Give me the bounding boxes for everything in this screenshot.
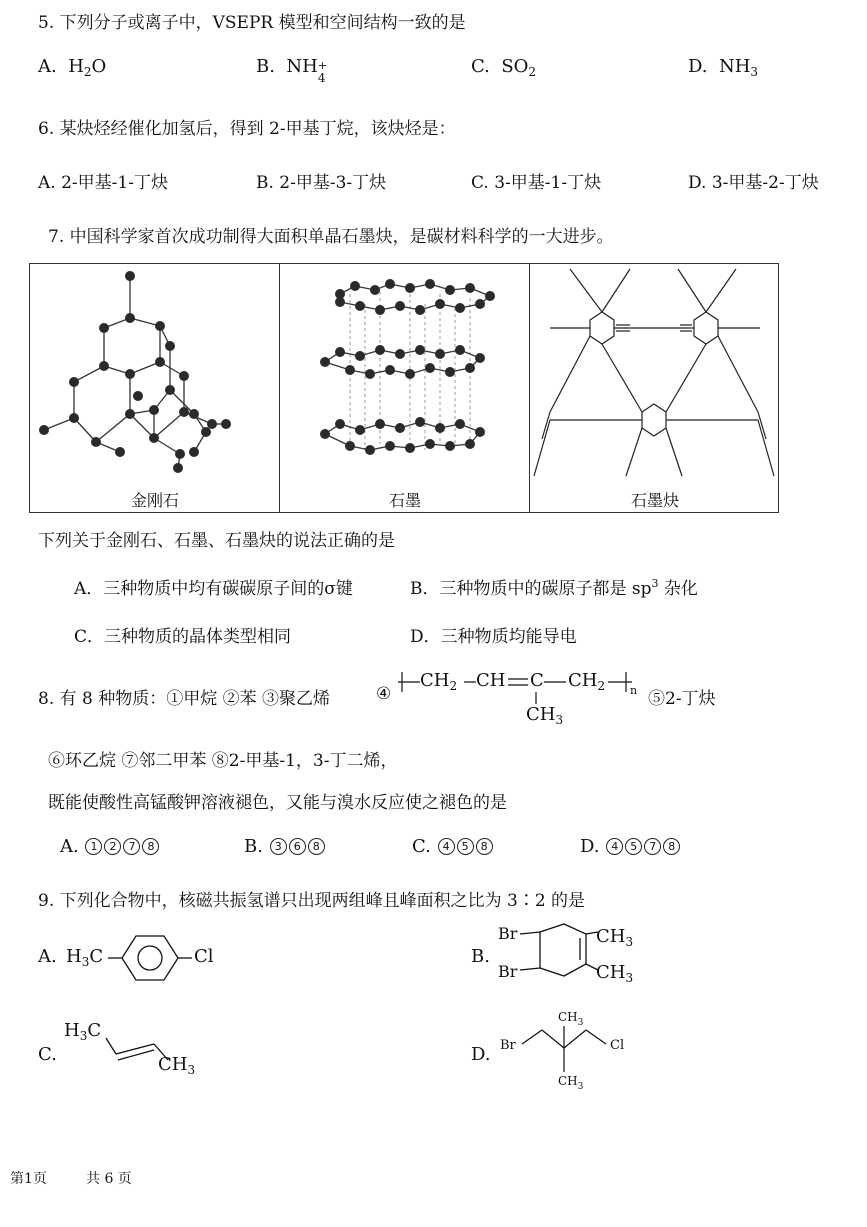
q9-option-a-label: A. [38,946,57,967]
q7-stem: 7. 中国科学家首次成功制得大面积单晶石墨炔，是碳材料科学的一大进步。 [48,227,614,247]
q7-option-a: A．三种物质中均有碳碳原子间的σ键 [74,579,353,599]
q7-option-b: B．三种物质中的碳原子都是 $sp^3$ 杂化 [410,577,698,599]
q5-option-d: D. $NH_3$ [688,56,759,79]
q7-option-d: D．三种物质均能导电 [410,627,577,647]
q5-option-b: B. NH + 4 [256,56,328,85]
q6-option-d: D. 3-甲基-2-丁炔 [688,173,819,193]
q6-stem: 6. 某炔烃经催化加氢后，得到 2-甲基丁烷，该炔烃是： [38,119,456,139]
q8-option-d: D. 4 5 7 8 [580,836,681,857]
q8-line3: 既能使酸性高锰酸钾溶液褪色，又能与溴水反应使之褪色的是 [48,793,507,813]
q7-option-c: C．三种物质的晶体类型相同 [74,627,292,647]
q8-line2: ⑥环乙烷 ⑦邻二甲苯 ⑧2-甲基-1，3-丁二烯， [48,751,398,771]
q8-num4: ④ [376,684,392,704]
q6-option-c: C. 3-甲基-1-丁炔 [471,173,602,193]
q5-option-c: C. $SO_2$ [471,56,537,79]
q8-option-c: C. 4 5 8 [412,836,494,857]
caption-graphdiyne: 石墨炔 [630,491,679,510]
q8-option-a: A. 1 2 7 8 [60,836,160,857]
q9-option-b-label: B. [471,946,490,967]
q5-option-a: A. $H_2O$ [38,56,107,79]
page-total: 共 6 页 [86,1171,132,1187]
graphite-structure-image [280,264,528,486]
q6-option-a: A. 2-甲基-1-丁炔 [38,173,168,193]
q8-num5: ⑤2-丁炔 [648,689,716,709]
q9-stem: 9. 下列化合物中，核磁共振氢谱只出现两组峰且峰面积之比为 3∶2 的是 [38,891,586,911]
polyisoprene-formula: $CH_2$ CH C $CH_2$ $CH_3$ n [420,670,638,727]
caption-diamond: 金刚石 [130,491,179,510]
q6-option-b: B. 2-甲基-3-丁炔 [256,173,387,193]
q9-option-b-structure: Br Br $CH_3$ $CH_3$ [498,924,634,985]
diamond-structure-image [30,264,278,486]
q9-option-c-structure: $H_3C$ $CH_3$ [64,1020,196,1077]
q8-option-b: B. 3 6 8 [244,836,326,857]
q5-stem: 5. 下列分子或离子中，VSEPR 模型和空间结构一致的是 [38,13,466,33]
q9-option-a-structure: $H_3C$ Cl [66,930,226,986]
caption-graphite: 石墨 [388,491,421,510]
q7-prompt: 下列关于金刚石、石墨、石墨炔的说法正确的是 [38,531,395,551]
q9-option-d-label: D. [471,1044,491,1065]
graphdiyne-structure-image [530,264,778,486]
q8-stem: 8. 有 8 种物质：①甲烷 ②苯 ③聚乙烯 [38,689,331,709]
q9-option-d-structure: Br $CH_3$ Cl $CH_3$ [500,1010,625,1092]
q9-option-c-label: C. [38,1044,57,1065]
page-number: 第1页 [10,1171,47,1187]
